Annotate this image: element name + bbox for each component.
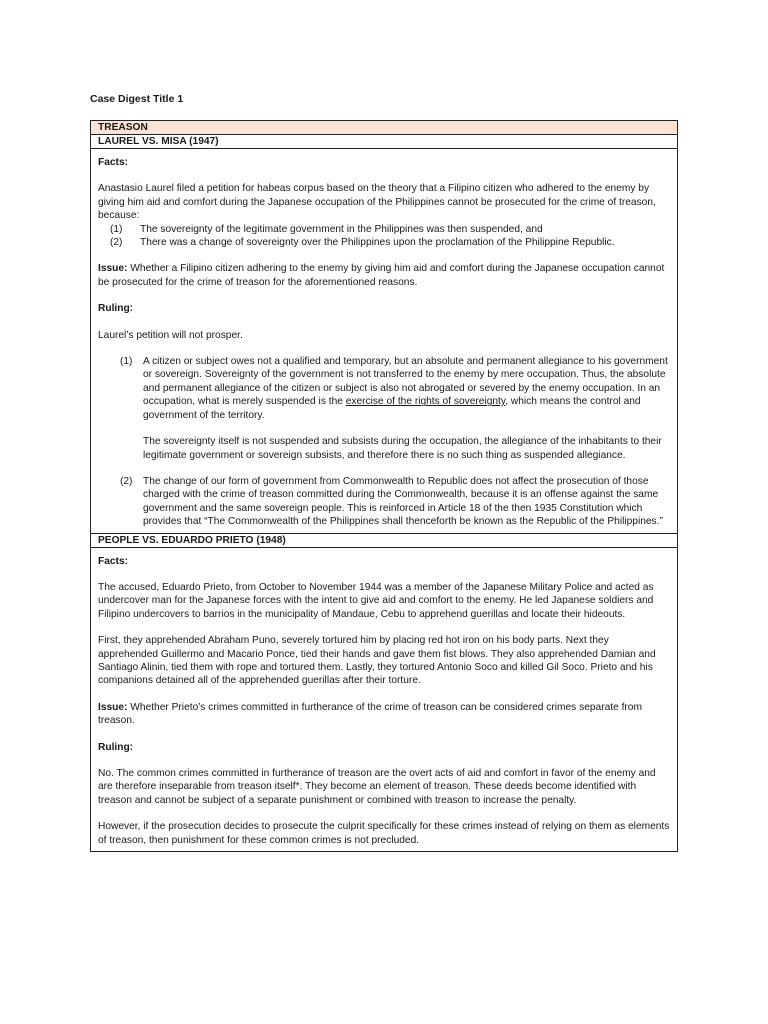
- case-1-issue-text: Whether a Filipino citizen adhering to the enemy by giving him aid and comfort during the Japanese occupation cannot be prosecuted for the crime of treason for the aforementioned reasons.: [98, 263, 665, 288]
- case-1-ruling-label: Ruling:: [98, 303, 134, 315]
- list-item: (2) There was a change of sovereignty over the Philippines upon the proclamation of the Philippine Republic.: [110, 237, 615, 249]
- section-header: TREASON: [91, 121, 677, 135]
- underlined-phrase: exercise of the rights of sovereignty: [345, 396, 506, 408]
- case-1-ruling-1-text: A citizen or subject owes not a qualified and temporary, but an absolute and permanent allegiance to his government or sovereign. Sovereignty of the government is not transferred to the enemy by mere occupation. Thus, the absolute and permanent allegiance of the citizen or subject is also not abrogated or severed by the enemy occupation. In an occupation, what is merely suspended is the exercise of the rights of sovereignty, which means the control and government of the territory.: [143, 356, 668, 421]
- case-1-issue: [98, 262, 670, 289]
- case-1-title: LAUREL VS. MISA (1947): [91, 135, 677, 149]
- case-2-issue-text: Whether Prieto’s crimes committed in furtherance of the crime of treason can be considered crimes separate from treason.: [98, 701, 642, 727]
- case-1-ruling-intro: Laurel’s petition will not prosper.: [98, 329, 243, 341]
- case-1-facts-label: Facts:: [98, 157, 129, 168]
- case-1-ruling-1-paragraph-2: The sovereignty itself is not suspended and subsists during the occupation, the allegiance of the inhabitants to their legitimate government or sovereign subsists, and therefore there is no such thing as suspended allegiance.: [143, 436, 662, 461]
- case-1-ruling-list: [98, 355, 670, 528]
- case-2-issue: [98, 701, 670, 728]
- list-item: (1) The sovereignty of the legitimate government in the Philippines was then suspended, and: [110, 223, 543, 235]
- case-1-body: [91, 149, 677, 534]
- case-1-ruling-2-text: The change of our form of government from Commonwealth to Republic does not affect the prosecution of those charged with the crime of treason committed during the Commonwealth, because it is an offense against the same government and the same sovereign people. This is reinforced in Article 18 of the then 1935 Constitution which provides that “The Commonwealth of the Philippines shall thenceforth be known as the Republic of the Philippines.”: [143, 475, 663, 528]
- list-item: (2) The change of our form of government from Commonwealth to Republic does not affect the prosecution of those charged with the crime of treason committed during the Commonwealth, because it is an offense against the same government and the same sovereign people. This is reinforced in Article 18 of the then 1935 Constitution which provides that “The Commonwealth of the Philippines shall thenceforth be known as the Republic of the Philippines.”: [98, 475, 670, 529]
- case-2-body: [91, 548, 677, 852]
- case-1-facts-list: [98, 223, 670, 250]
- case-2-title: PEOPLE VS. EDUARDO PRIETO (1948): [91, 534, 677, 548]
- case-digest-table: [90, 120, 678, 852]
- case-2-issue-label: Issue:: [98, 701, 128, 713]
- case-2-facts-paragraph-1: The accused, Eduardo Prieto, from October to November 1944 was a member of the Japanese Military Police and acted as undercover man for the Japanese forces with the intent to give aid and comfort to the enemy. He led Japanese soldiers and Filipino undercovers to barrios in the municipality of Mandaue, Cebu to apprehend guerillas and locate their hideouts.: [98, 581, 654, 620]
- case-2-ruling-label: Ruling:: [98, 741, 134, 753]
- list-item: (1) A citizen or subject owes not a qualified and temporary, but an absolute and permanent allegiance to his government or sovereign. Sovereignty of the government is not transferred to the enemy by mere occupation. Thus, the absolute and permanent allegiance of the citizen or subject is also not abrogated or severed by the enemy occupation. In an occupation, what is merely suspended is the exercise of the rights of sovereignty, which means the control and government of the territory. The sovereignty itself is not suspended and subsists during the occupation, the allegiance of the inhabitants to their legitimate government or sovereign subsists, and therefore there is no such thing as suspended allegiance.: [120, 356, 668, 461]
- case-1-issue-label: Issue:: [98, 263, 128, 275]
- case-1-facts-text: Anastasio Laurel filed a petition for habeas corpus based on the theory that a Filipino citizen who adhered to the enemy by giving him aid and comfort during the Japanese occupation of the Philippines cannot be prosecuted for the crime of treason, because:: [98, 183, 656, 222]
- case-2-ruling-paragraph-1: No. The common crimes committed in furtherance of treason are the overt acts of aid and comfort in favor of the enemy and are therefore inseparable from treason itself*. They become an element of treason. These deeds become identified with treason and cannot be subject of a separate punishment or combined with treason to increase the penalty.: [98, 768, 656, 806]
- case-2-facts-paragraph-2: First, they apprehended Abraham Puno, severely tortured him by placing red hot iron on his body parts. Next they apprehended Guillermo and Macario Ponce, tied their hands and gave them fist blows. They also apprehended Damian and Santiago Alinin, tied them with rope and tortured them. Lastly, they tortured Antonio Soco and killed Gil Soco. Prieto and his companions detained all of the apprehended guerillas after their torture.: [98, 635, 656, 687]
- case-2-facts-label: Facts:: [98, 555, 129, 567]
- case-2-ruling-paragraph-2: However, if the prosecution decides to prosecute the culprit specifically for these crimes instead of relying on them as elements of treason, then punishment for these common crimes is not precluded.: [98, 821, 670, 846]
- document-title: Case Digest Title 1: [90, 93, 184, 105]
